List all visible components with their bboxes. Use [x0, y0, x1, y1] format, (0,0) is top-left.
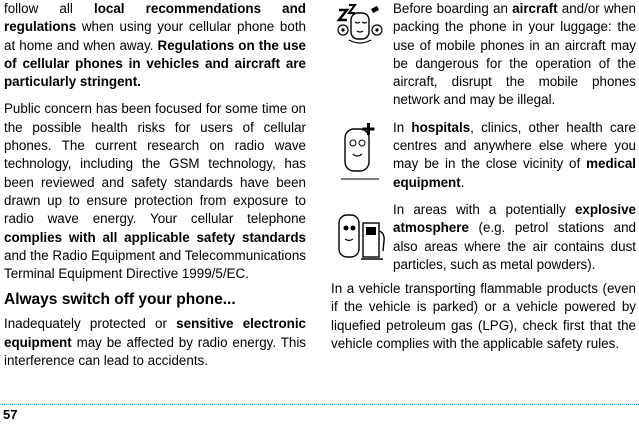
vehicle-paragraph: In a vehicle transporting flammable products (even if the vehicle is parked) or a vehicle powered by liquefied petroleum gas (LPG), check first that the vehicle complies with the applicable safety rules. — [331, 281, 636, 352]
explosive-atmosphere-emphasis: explosive atmosphere — [393, 201, 636, 236]
explosive-block — [331, 201, 636, 274]
sleeping-phone-zz-icon — [331, 0, 393, 54]
phone-cross-icon — [331, 119, 393, 185]
hospitals-block — [331, 119, 636, 192]
health-concern-paragraph: Public concern has been focused for some time on the possible health risks for users of cellular phones. The current research on radio wave technology, including the GSM technology, has been reviewed and safety standards have been drawn up to ensure protection from exposure to radio wave energy. Your cellular telephone complies with all applicable safety standards and the Radio Equipment and Telecommunications Terminal Equipment Directive 1999/5/EC. — [4, 101, 306, 282]
sensitive-equipment-paragraph: Inadequately protected or sensitive electronic equipment may be affected by radio energy. This interference can lead to accidents. — [4, 316, 306, 369]
explosive-paragraph: In areas with a potentially explosive atmosphere (e.g. petrol stations and also areas where the air contains dust particles, such as metal powders). — [393, 201, 636, 272]
local-regulations-emphasis: local recommendations and regulations — [4, 1, 306, 35]
right-column — [331, 0, 636, 353]
medical-equipment-emphasis: medical equipment — [393, 156, 636, 190]
left-column — [4, 0, 306, 370]
vehicles-aircraft-emphasis: Regulations on the use of cellular phones in vehicles and aircraft are particularly stringent. — [4, 37, 306, 90]
local-regulations-paragraph: follow all local recommendations and regulations when using your cellular phone both at home and when away. Regulations on the use of cellular phones in vehicles and aircraft are particularly stringent. — [4, 1, 306, 90]
phone-fuel-pump-icon — [331, 201, 393, 271]
hospitals-paragraph: In hospitals, clinics, other health care centres and anywhere else where you may be in the close vicinity of medical equipment. — [393, 119, 636, 190]
section-heading: Always switch off your phone... — [4, 291, 236, 309]
aircraft-block — [331, 0, 636, 110]
aircraft-emphasis: aircraft — [512, 1, 558, 16]
footer-divider — [0, 404, 639, 405]
safety-standards-emphasis: complies with all applicable safety standards — [4, 229, 306, 245]
hospitals-emphasis: hospitals — [411, 119, 471, 135]
page-number: 57 — [3, 407, 18, 422]
sensitive-equipment-emphasis: sensitive electronic equipment — [4, 316, 306, 350]
aircraft-paragraph: Before boarding an aircraft and/or when packing the phone in your luggage: the use of mobile phones in an aircraft may be dangerous for the operation of the aircraft, disrupt the mobile phones network and may be illegal. — [393, 1, 636, 108]
